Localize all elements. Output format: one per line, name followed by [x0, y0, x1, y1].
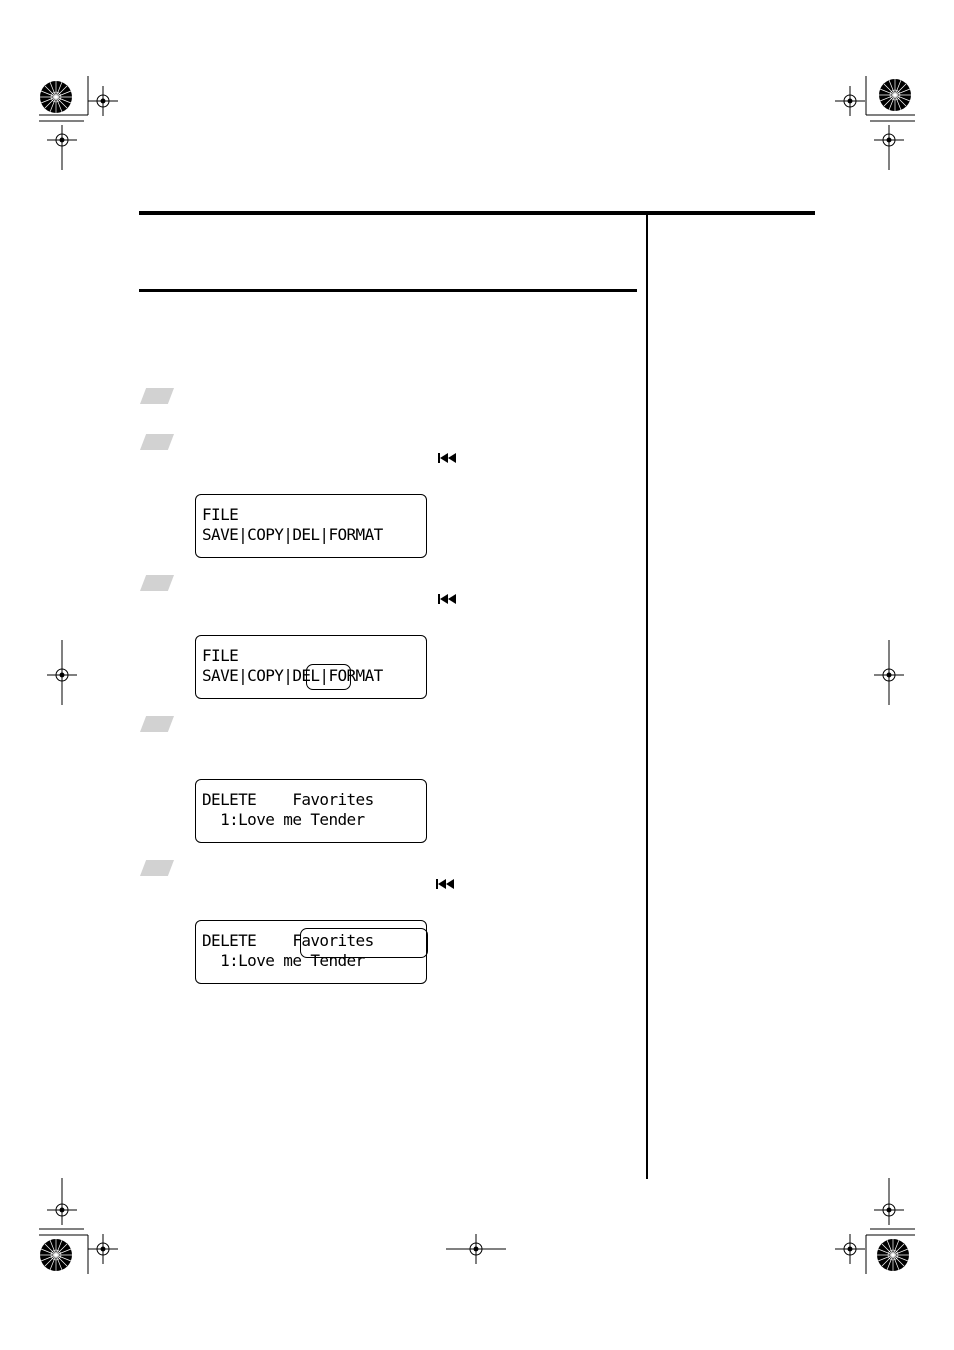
- skip-back-icon: [436, 879, 458, 889]
- lcd-display-file-del-selected: [195, 635, 427, 699]
- sidebar-divider: [646, 213, 648, 1179]
- lcd-display-file-menu: [195, 494, 427, 558]
- color-target-top-right: [879, 79, 911, 111]
- skip-back-icon: [438, 594, 460, 604]
- registration-mark-top-left-h: [88, 86, 118, 116]
- color-target-bottom-left: [40, 1239, 72, 1271]
- registration-mark-bottom-right-h: [835, 1234, 865, 1264]
- skip-back-icon: [438, 453, 460, 463]
- lcd-line-1: FILE: [202, 505, 239, 524]
- cursor-highlight-favorites: [300, 928, 428, 958]
- lcd-line-2: SAVE|COPY|DEL|FORMAT: [202, 525, 383, 544]
- registration-mark-top-right-h: [835, 86, 865, 116]
- registration-mark-bottom-left-h: [88, 1234, 118, 1264]
- lcd-line-1: DELETE Favorites: [202, 931, 374, 950]
- lcd-line-2: SAVE|COPY|DEL|FORMAT: [202, 666, 383, 685]
- lcd-display-delete-favorites-selected: [195, 920, 427, 984]
- lcd-line-2: 1:Love me Tender: [202, 951, 365, 970]
- cursor-highlight-del: [306, 664, 351, 690]
- color-target-bottom-right: [877, 1239, 909, 1271]
- lcd-line-2: 1:Love me Tender: [202, 810, 365, 829]
- section-title-rule: [139, 289, 637, 292]
- color-target-top-left: [40, 81, 72, 113]
- lcd-display-delete-song: [195, 779, 427, 843]
- lcd-line-1: FILE: [202, 646, 239, 665]
- lcd-line-1: DELETE Favorites: [202, 790, 374, 809]
- header-rule: [139, 211, 815, 215]
